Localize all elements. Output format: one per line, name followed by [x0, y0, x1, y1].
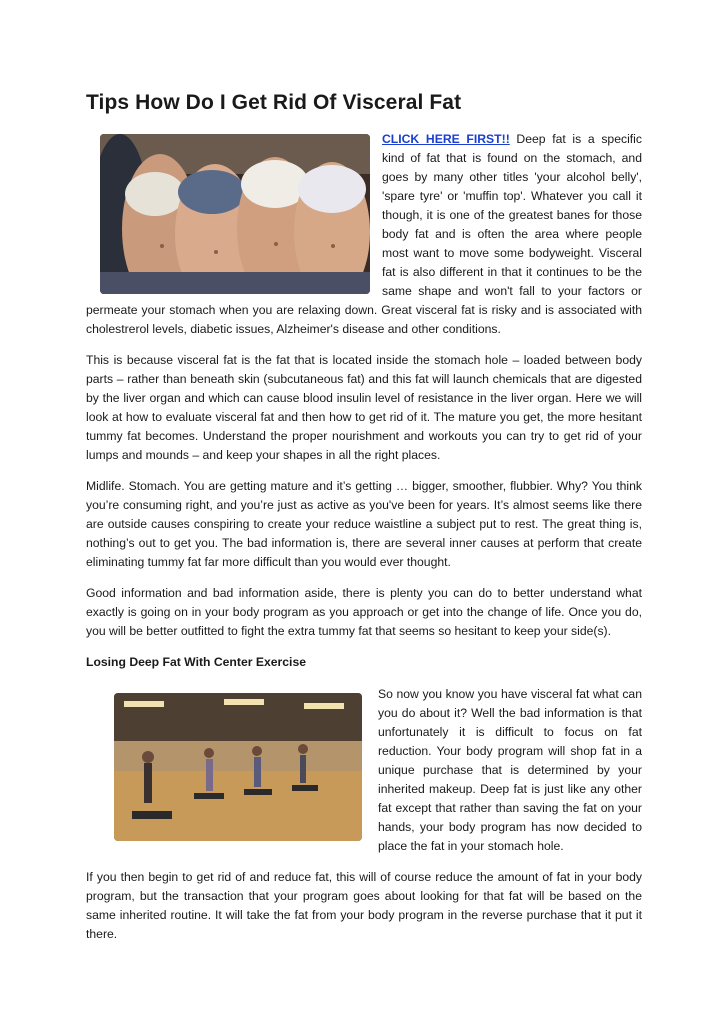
article [86, 90, 642, 956]
click-here-link[interactable]: CLICK HERE FIRST!! [382, 132, 510, 146]
article-title: Tips How Do I Get Rid Of Visceral Fat [86, 91, 462, 114]
paragraph-4: Good information and bad information aside, there is plenty you can do to better understand what exactly is going on in your body program as you approach or get into the change of life. Once you do, you will be better outfitted to fight the extra tummy fat that seems so hesitant to keep your side(s). [86, 586, 642, 638]
paragraph-2: This is because visceral fat is the fat that is located inside the stomach hole – loaded between body parts – rather than beneath skin (subcutaneous fat) and this fat will launch chemicals that are digested by the liver organ and which can cause blood insulin level of resistance in the liver organ. Here we will look at how to evaluate visceral fat and then how to get rid of it. The mature you get, the more hesitant tummy fat becomes. Understand the proper nourishment and workouts you can try to get rid of your lumps and mounds – and keep your shapes in all the right places. [86, 353, 642, 462]
belly-photo [100, 134, 370, 294]
paragraph-6: If you then begin to get rid of and reduce fat, this will of course reduce the amount of fat in your body program, but the transaction that your program goes about looking for that fat will be based on the same inherited routine. It will take the fat from your body program in the reverse purchase that it put it there. [86, 870, 642, 941]
paragraph-intro-text: Deep fat is a specific kind of fat that is found on the stomach, and goes by many other titles 'your alcohol belly', 'spare tyre' or 'muffin top'. Whatever you call it though, it is one of the greatest banes for those body fat and is often the area where people most want to move some bodyweight. Visceral fat is also different in that it continues to be the same shape and won't fall to your factors or permeate your stomach when you are relaxing down. Great visceral fat is risky and is associated with cholestrerol levels, diabetic issues, Alzheimer's disease and other conditions. [86, 132, 642, 336]
section-subheading: Losing Deep Fat With Center Exercise [86, 655, 306, 669]
gym-class-photo [114, 693, 362, 841]
paragraph-5: So now you know you have visceral fat what can you do about it? Well the bad information is that unfortunately it is difficult to focus on fat reduction. Your body program will shop fat in a unique purchase that is determined by your inherited makeup. Deep fat is just like any other fat except that rather than saving the fat on your hands, your body program has now decided to place the fat in your stomach hole. [378, 687, 642, 853]
paragraph-3: Midlife. Stomach. You are getting mature and it’s getting … bigger, smoother, flubbier. Why? You think you’re consuming right, and you’re just as active as you've been for years. It’s almost seems like there are outside causes conspiring to create your reduce waistline a subject put to rest. The great thing is, nothing’s out to get you. The bad information is, there are several inner causes at perform that create eliminating tummy fat far more difficult than you would ever thought. [86, 479, 642, 569]
